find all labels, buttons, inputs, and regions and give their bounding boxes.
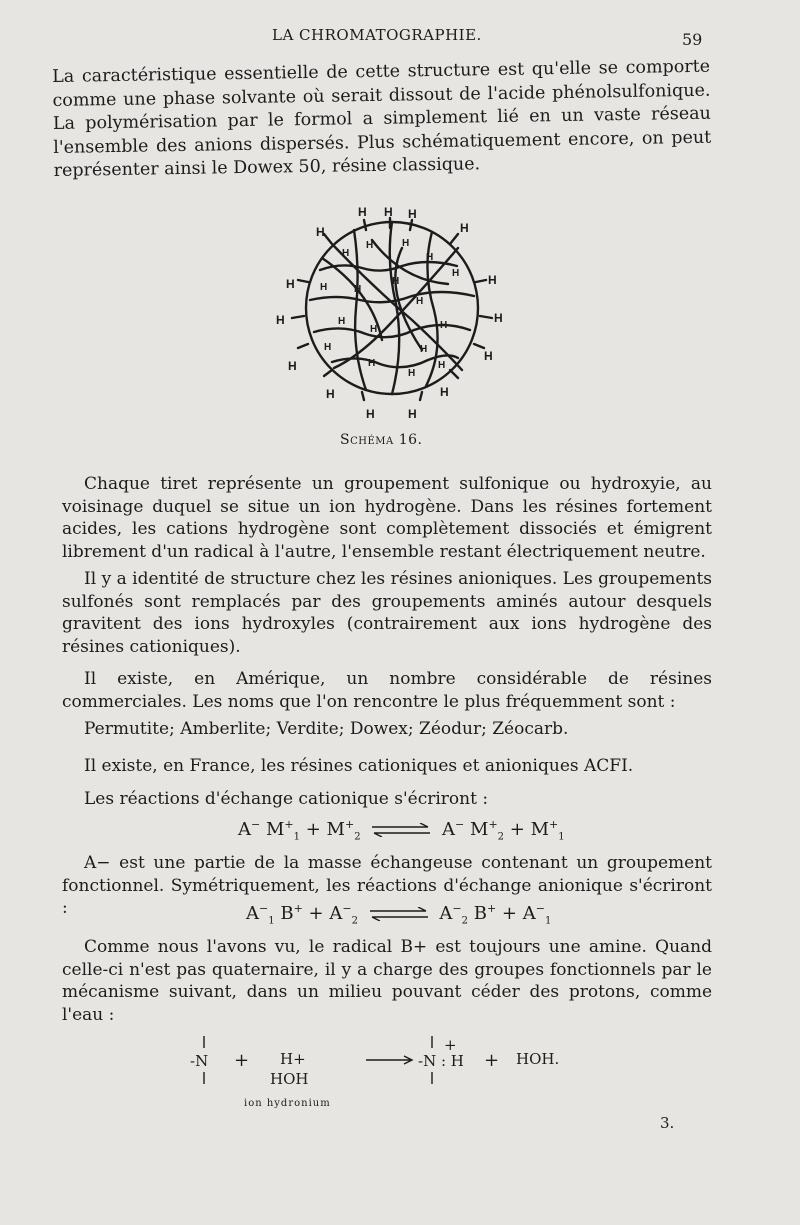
h-label: H	[420, 344, 428, 355]
equilibrium-arrow-icon	[368, 907, 430, 921]
paragraph-anion-intro: A− est une partie de la masse échangeuse contenant un groupement fonctionnel. Symétriquement, les réactions d'échange anionique s'écriront :	[62, 853, 712, 918]
paragraph-america: Il existe, en Amérique, un nombre considérable de résines commerciales. Les noms que l'on rencontre le plus fréquemment sont :	[62, 669, 712, 712]
running-title: LA CHROMATOGRAPHIE.	[272, 26, 482, 44]
anion-exchange-equation: $A^-_1$ $B^+ + A^-_2$ $A^-_2$ $B^+ + A^-_1$	[246, 902, 552, 927]
h-label: H	[338, 316, 346, 327]
h-label: H	[440, 320, 448, 331]
h-label: H	[354, 284, 362, 295]
h-label: H	[324, 342, 332, 353]
paragraph-amine: Comme nous l'avons vu, le radical B+ est toujours une amine. Quand celle-ci n'est pas quaternaire, il y a charge des groupes fonctionnels par le mécanisme suivant, dans un milieu pouvant céder des protons, comme l'eau :	[62, 937, 712, 1025]
hydronium-reaction-graphic	[178, 1030, 608, 1110]
h-label: H	[408, 207, 417, 221]
amine-right: -N : H	[418, 1052, 464, 1070]
h-label: H	[384, 205, 393, 219]
figure-caption	[340, 432, 422, 448]
page-number: 59	[682, 30, 703, 49]
signature-mark: 3.	[660, 1114, 675, 1132]
paragraph-cation-intro: Les réactions d'échange cationique s'écriront :	[84, 789, 489, 809]
h-label: H	[494, 311, 503, 325]
h-label: H	[408, 407, 417, 421]
h-label: H	[316, 225, 325, 239]
h-label: H	[452, 268, 460, 279]
plus-sign: +	[484, 1050, 500, 1071]
h-label: H	[370, 324, 378, 335]
h-label: H	[408, 368, 416, 379]
hoh: HOH	[270, 1070, 309, 1088]
running-header	[0, 20, 800, 50]
paragraph-names: Permutite; Amberlite; Verdite; Dowex; Zéodur; Zéocarb.	[84, 719, 569, 739]
hydronium-reaction	[178, 1030, 608, 1110]
h-label: H	[402, 238, 410, 249]
plus-sign: +	[234, 1050, 250, 1071]
paragraph-anionic: Il y a identité de structure chez les résines anioniques. Les groupements sulfonés sont remplacés par des groupements aminés autour desquels gravitent des ions hydroxyles (contrairement aux ions hydrogène des résines cationiques).	[62, 569, 712, 657]
h-label: H	[392, 276, 400, 287]
h-label: H	[438, 360, 446, 371]
h-label: H	[440, 385, 449, 399]
paragraph-france: Il existe, en France, les résines cationiques et anioniques ACFI.	[84, 756, 634, 776]
h-label: H	[342, 248, 350, 259]
h-label: H	[286, 277, 295, 291]
h-label: H	[366, 407, 375, 421]
hydronium-caption: ion hydronium	[244, 1098, 331, 1109]
h-plus: H+	[280, 1050, 306, 1068]
h-label: H	[288, 359, 297, 373]
h-label: H	[366, 240, 374, 251]
caption-number: 16.	[398, 432, 423, 448]
h-label: H	[320, 282, 328, 293]
hoh-right: HOH.	[516, 1050, 560, 1068]
equilibrium-arrow-icon	[370, 823, 432, 837]
h-label: H	[484, 349, 493, 363]
h-label: H	[326, 387, 335, 401]
h-label: H	[416, 296, 424, 307]
h-label: H	[368, 358, 376, 369]
h-label: H	[358, 205, 367, 219]
plus-top: +	[444, 1036, 457, 1054]
paragraph-structure: La caractéristique essentielle de cette structure est qu'elle se comporte comme une phase solvante où serait dissout de l'acide phénolsulfonique. La polymérisation par le formol a simplement lié en un vaste réseau l'ensemble des anions dispersés. Plus schématiquement encore, on peut représenter ainsi le Dowex 50, résine classique.	[52, 56, 712, 181]
caption-label: Schéma	[340, 432, 394, 448]
h-label: H	[488, 273, 497, 287]
paragraph-tiret: Chaque tiret représente un groupement sulfonique ou hydroxyie, au voisinage duquel se situe un ion hydrogène. Dans les résines fortement acides, les cations hydrogène sont complètement dissociés et émigrent librement d'un radical à l'autre, l'ensemble restant électriquement neutre.	[62, 474, 712, 562]
amine-left: -N	[190, 1052, 209, 1070]
resin-network-diagram	[262, 200, 522, 430]
h-label: H	[460, 221, 469, 235]
h-label: H	[276, 313, 285, 327]
h-label: H	[426, 252, 434, 263]
cation-exchange-equation: A− $M^+_1 + M^+_2$ A− $M^+_2 + M^+_1$	[238, 818, 565, 843]
